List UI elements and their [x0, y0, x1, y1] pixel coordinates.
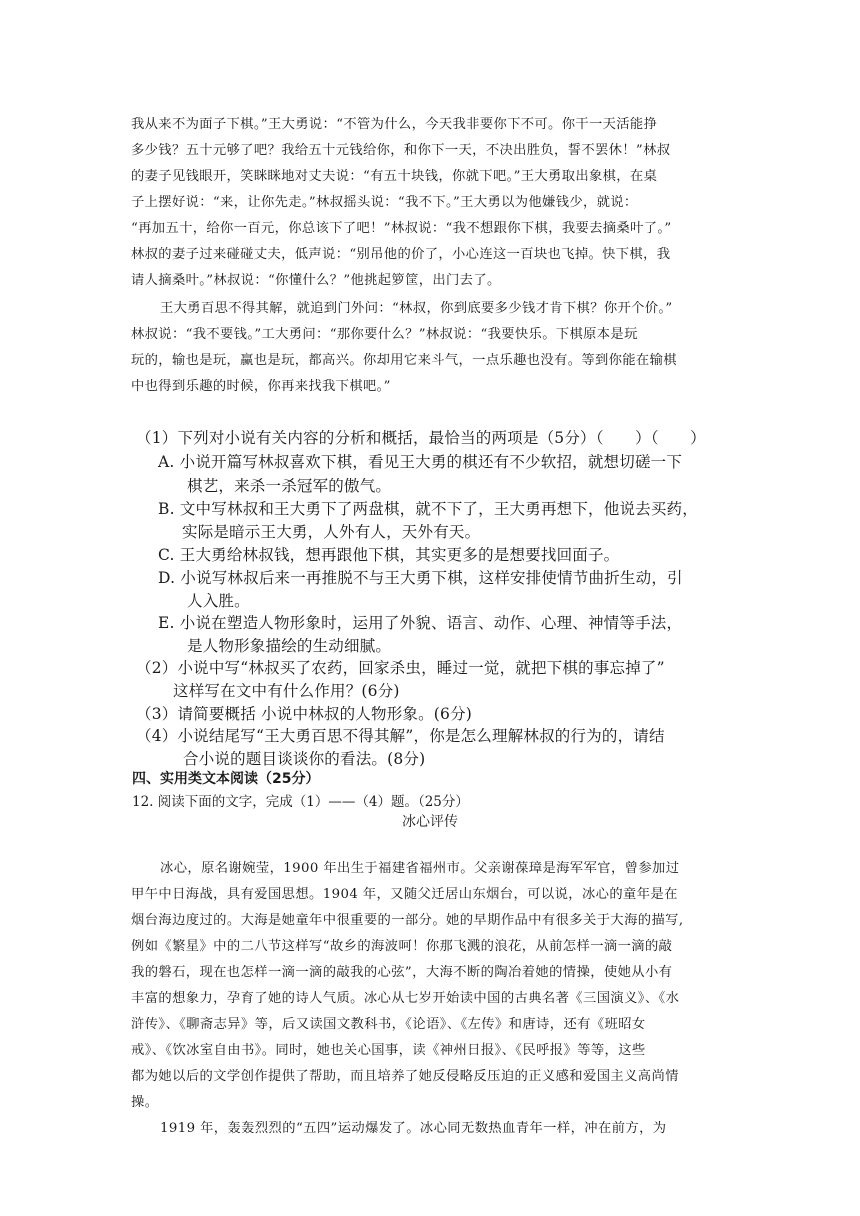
story-line: 请人摘桑叶。”林叔说：“你懂什么？”他挑起箩筐，出门去了。	[131, 273, 501, 288]
story-line: “再加五十，给你一百元，你总该下了吧！”林叔说：“我不想跟你下棋，我要去摘桑叶了。”	[131, 221, 672, 236]
story-line: 玩的，输也是玩，赢也是玩，都高兴。你却用它来斗气，一点乐趣也没有。等到你能在输棋	[131, 353, 677, 368]
option-d: D. 小说写林叔后来一再推脱不与王大勇下棋，这样安排使情节曲折生动，引	[158, 569, 683, 587]
section-heading: 四、实用类文本阅读（25分）	[132, 771, 320, 787]
bio-line: 都为她以后的文学创作提供了帮助，而且培养了她反侵略反压迫的正义感和爱国主义高尚情	[131, 1069, 679, 1084]
option-c: C. 王大勇给林叔钱，想再跟他下棋，其实更多的是想要找回面子。	[158, 546, 620, 564]
option-b-cont: 实际是暗示王大勇，人外有人，天外有天。	[182, 523, 481, 541]
bio-line: 操。	[131, 1095, 159, 1110]
option-a-cont: 棋艺，来杀一杀冠军的傲气。	[187, 477, 392, 495]
story-line: 林叔的妻子过来碰碰丈夫，低声说：“别吊他的价了，小心连这一百块也飞掉。快下棋，我	[131, 247, 671, 262]
story-line: 林叔说：“我不要钱。”工大勇问：“那你要什么？”林叔说：“我要快乐。下棋原本是玩	[131, 327, 638, 342]
bio-line: 戒》、《饮冰室自由书》。同时，她也关心国事，读《神州日报》、《民呼报》等等，这些	[131, 1043, 646, 1058]
bio-line: 我的磐石，现在也怎样一滴一滴的敲我的心弦”，大海不断的陶冶着她的情操，使她从小有	[131, 965, 673, 980]
story-line: 我从来不为面子下棋。”王大勇说：“不管为什么，今天我非要你下不可。你干一天活能挣	[131, 117, 658, 132]
article-title: 冰心评传	[402, 814, 458, 830]
bio-line: 冰心，原名谢婉莹，1900 年出生于福建省福州市。父亲谢葆璋是海军军官，曾参加过	[160, 861, 680, 876]
question-4-cont: 合小说的题目谈谈你的看法。(8分)	[183, 750, 426, 768]
question-3: （3）请简要概括 小说中林叔的人物形象。(6分)	[136, 705, 473, 723]
story-line: 子上摆好说：“来，让你先走。”林叔摇头说：“我不下。”王大勇以为他嫌钱少，就说：	[131, 195, 638, 210]
question-12-prompt: 12. 阅读下面的文字，完成（1）——（4）题。（25分）	[132, 794, 469, 810]
story-line: 中也得到乐趣的时候，你再来找我下棋吧。”	[131, 379, 391, 394]
option-b: B. 文中写林叔和王大勇下了两盘棋，就不下了，王大勇再想下，他说去买药，	[158, 500, 698, 518]
bio-line: 烟台海边度过的。大海是她童年中很重要的一部分。她的早期作品中有很多关于大海的描写,	[131, 913, 684, 928]
bio-line: 1919 年，轰轰烈烈的“五四”运动爆发了。冰心同无数热血青年一样，冲在前方，为	[160, 1121, 667, 1136]
question-4: （4）小说结尾写“王大勇百思不得其解”，你是怎么理解林叔的行为的，请结	[136, 727, 665, 745]
story-line: 王大勇百思不得其解，就追到门外问：“林叔，你到底要多少钱才肯下棋？你开个价。”	[160, 301, 673, 316]
question-1: （1）下列对小说有关内容的分析和概括，最恰当的两项是（5分）（ ）（ ）	[136, 429, 706, 447]
bio-line: 丰富的想象力，孕育了她的诗人气质。冰心从七岁开始读中国的古典名著《三国演义》、《水	[131, 991, 680, 1006]
option-e-cont: 是人物形象描绘的生动细腻。	[187, 637, 392, 655]
option-d-cont: 人入胜。	[187, 592, 250, 610]
question-2: （2）小说中写“林叔买了农药，回家杀虫，睡过一觉，就把下棋的事忘掉了”	[136, 659, 665, 677]
question-2-cont: 这样写在文中有什么作用？(6分)	[173, 682, 400, 700]
bio-line: 例如《繁星》中的二八节这样写“故乡的海波呵！你那飞溅的浪花，从前怎样一滴一滴的敲	[131, 939, 673, 954]
bio-line: 浒传》、《聊斋志异》等，后又读国文教科书，《论语》、《左传》和唐诗，还有《班昭女	[131, 1017, 646, 1032]
option-a: A. 小说开篇写林叔喜欢下棋，看见王大勇的棋还有不少软招，就想切磋一下	[158, 453, 683, 471]
story-line: 的妻子见钱眼开，笑眯眯地对丈夫说：“有五十块钱，你就下吧。”王大勇取出象棋，在桌	[131, 169, 658, 184]
bio-line: 甲午中日海战，具有爱国思想。1904 年，又随父迁居山东烟台，可以说，冰心的童年是在	[131, 887, 678, 902]
story-line: 多少钱？五十元够了吧？我给五十元钱给你，和你下一天，不决出胜负，誓不罢休！”林叔	[131, 143, 671, 158]
option-e: E. 小说在塑造人物形象时，运用了外貌、语言、动作、心理、神情等手法，	[158, 614, 683, 632]
